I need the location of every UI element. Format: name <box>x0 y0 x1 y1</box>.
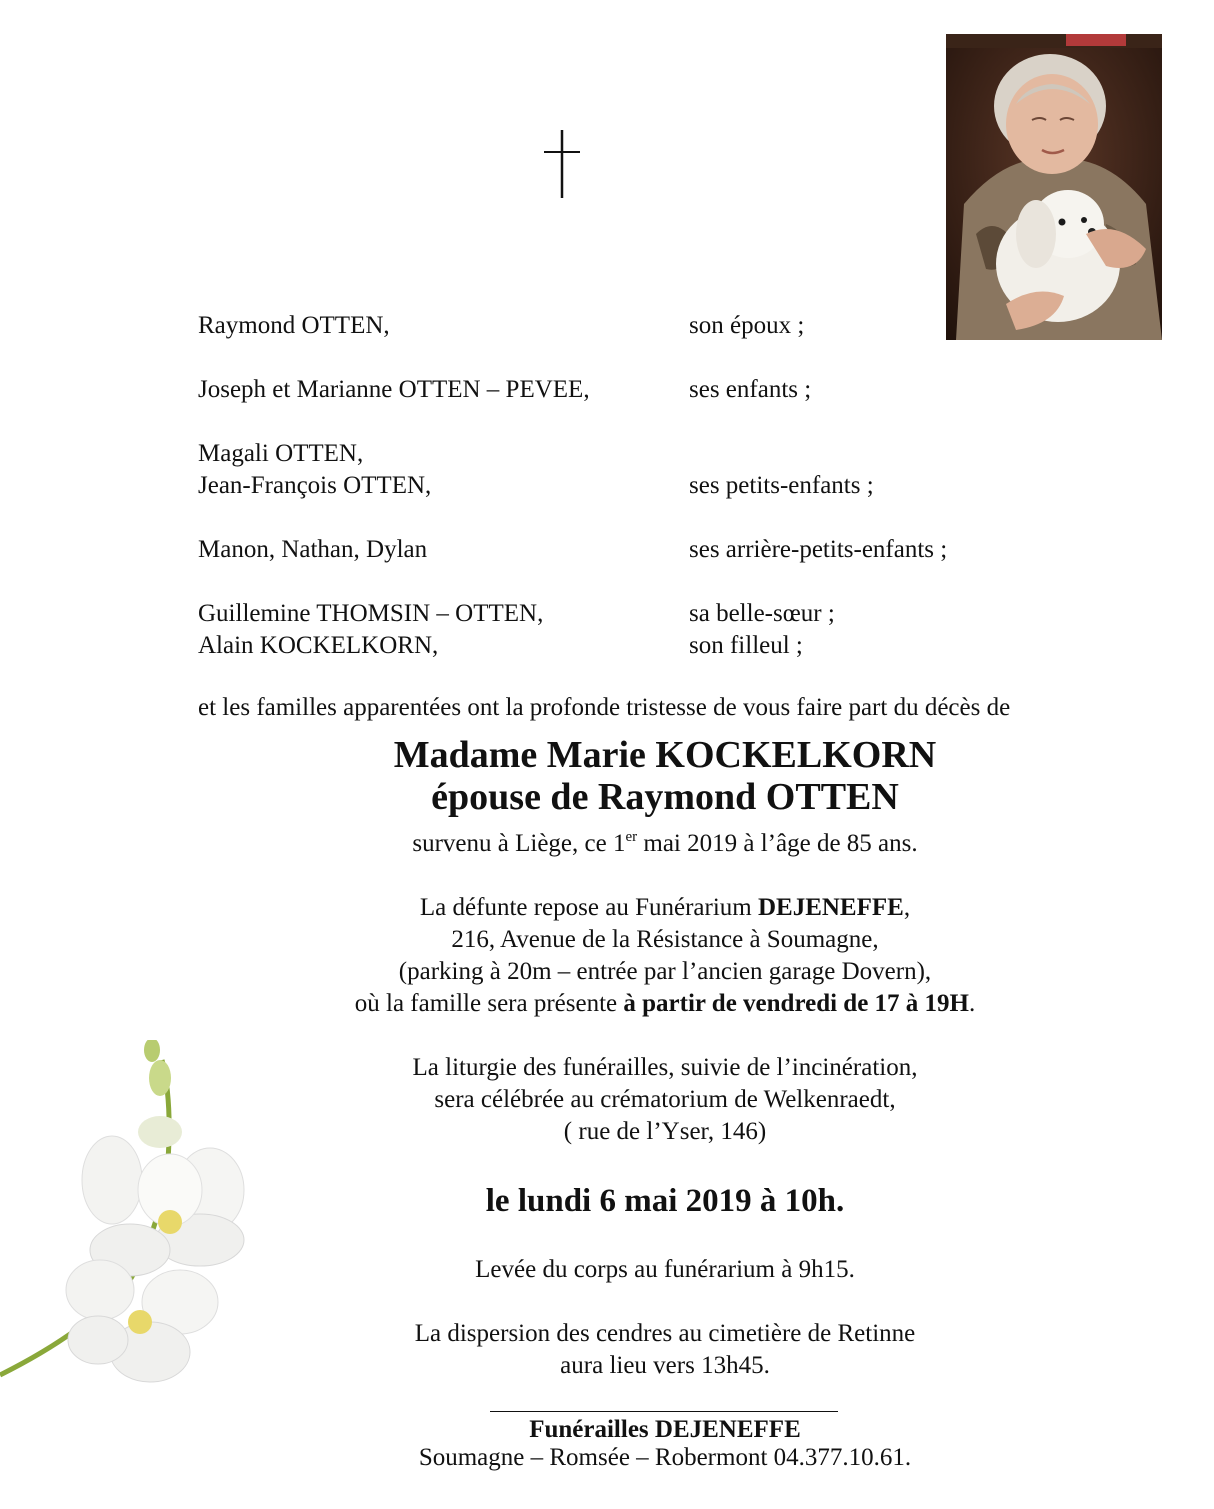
cross-icon <box>540 128 584 200</box>
relative-line <box>198 374 1098 406</box>
repose-line-2: 216, Avenue de la Résistance à Soumagne, <box>451 926 879 953</box>
footer-company: Funérailles DEJENEFFE <box>529 1416 801 1443</box>
orchid-flower-upper <box>82 1136 244 1276</box>
dispersion-line-1: La dispersion des cendres au cimetière de Retinne <box>414 1320 916 1347</box>
death-prefix: survenu à Liège, ce 1 <box>412 830 626 857</box>
relative-group <box>198 438 1098 502</box>
repose-text: où la famille sera présente <box>354 990 624 1017</box>
relative-line <box>198 438 1098 470</box>
relative-name: Alain KOCKELKORN, <box>198 632 439 659</box>
relative-line <box>198 598 1098 630</box>
visiting-hours: à partir de vendredi de 17 à 19H <box>623 990 969 1017</box>
orchid-flower-lower <box>66 1260 218 1382</box>
repose-line-4 <box>260 988 1070 1020</box>
liturgy-block <box>260 1052 1070 1148</box>
liturgy-line-2: sera célébrée au crématorium de Welkenraedt, <box>434 1086 896 1113</box>
deceased-name: Madame Marie KOCKELKORN <box>393 734 937 776</box>
death-suffix: mai 2019 à l’âge de 85 ans. <box>637 830 918 857</box>
relative-group <box>198 598 1098 662</box>
liturgy-line-1: La liturgie des funérailles, suivie de l’incinération, <box>412 1054 918 1081</box>
footer-address: Soumagne – Romsée – Robermont 04.377.10.61. <box>418 1444 912 1471</box>
relative-name: Guillemine THOMSIN – OTTEN, <box>198 600 544 627</box>
relative-group <box>198 310 1098 342</box>
relative-role: son filleul ; <box>689 632 803 659</box>
orchid-decoration <box>0 1040 320 1400</box>
deceased-spouse: épouse de Raymond OTTEN <box>431 776 899 818</box>
relative-role: ses arrière-petits-enfants ; <box>689 536 948 563</box>
relative-line <box>198 534 1098 566</box>
ceremony-date: le lundi 6 mai 2019 à 10h. <box>485 1183 845 1219</box>
relative-role <box>689 438 1098 470</box>
portrait-photo <box>946 34 1162 340</box>
funeral-home-name: DEJENEFFE <box>757 894 904 921</box>
levee-text: Levée du corps au funérarium à 9h15. <box>475 1256 855 1283</box>
announcement-intro: et les familles apparentées ont la profonde tristesse de vous faire part du décès de <box>198 694 1011 721</box>
relative-role: ses enfants ; <box>689 376 812 403</box>
death-details <box>260 828 1070 860</box>
deceased-block <box>260 736 1070 816</box>
relative-name: Raymond OTTEN, <box>198 312 390 339</box>
relative-line <box>198 630 1098 662</box>
relative-name: Magali OTTEN, <box>198 440 364 467</box>
dispersion-line-2: aura lieu vers 13h45. <box>560 1352 770 1379</box>
repose-punct: . <box>969 990 976 1017</box>
dispersion-block <box>260 1318 1070 1382</box>
relatives-list <box>198 310 1098 694</box>
repose-punct: , <box>903 894 911 921</box>
relative-role: ses petits-enfants ; <box>689 472 874 499</box>
relative-line <box>198 310 1098 342</box>
repose-line-1 <box>260 892 1070 924</box>
repose-block <box>260 892 1070 1020</box>
relative-role: son époux ; <box>689 312 805 339</box>
repose-line-3: (parking à 20m – entrée par l’ancien garage Dovern), <box>398 958 932 985</box>
relative-line <box>198 470 1098 502</box>
liturgy-line-3: ( rue de l’Yser, 146) <box>563 1118 767 1145</box>
relative-name: Jean-François OTTEN, <box>198 472 432 499</box>
relative-name: Joseph et Marianne OTTEN – PEVEE, <box>198 376 590 403</box>
relative-name: Manon, Nathan, Dylan <box>198 536 428 563</box>
death-ordinal: er <box>625 829 638 845</box>
relative-role: sa belle-sœur ; <box>689 600 835 627</box>
repose-text: La défunte repose au Funérarium <box>419 894 758 921</box>
footer-divider <box>490 1411 838 1412</box>
relative-group <box>198 534 1098 566</box>
relative-group <box>198 374 1098 406</box>
